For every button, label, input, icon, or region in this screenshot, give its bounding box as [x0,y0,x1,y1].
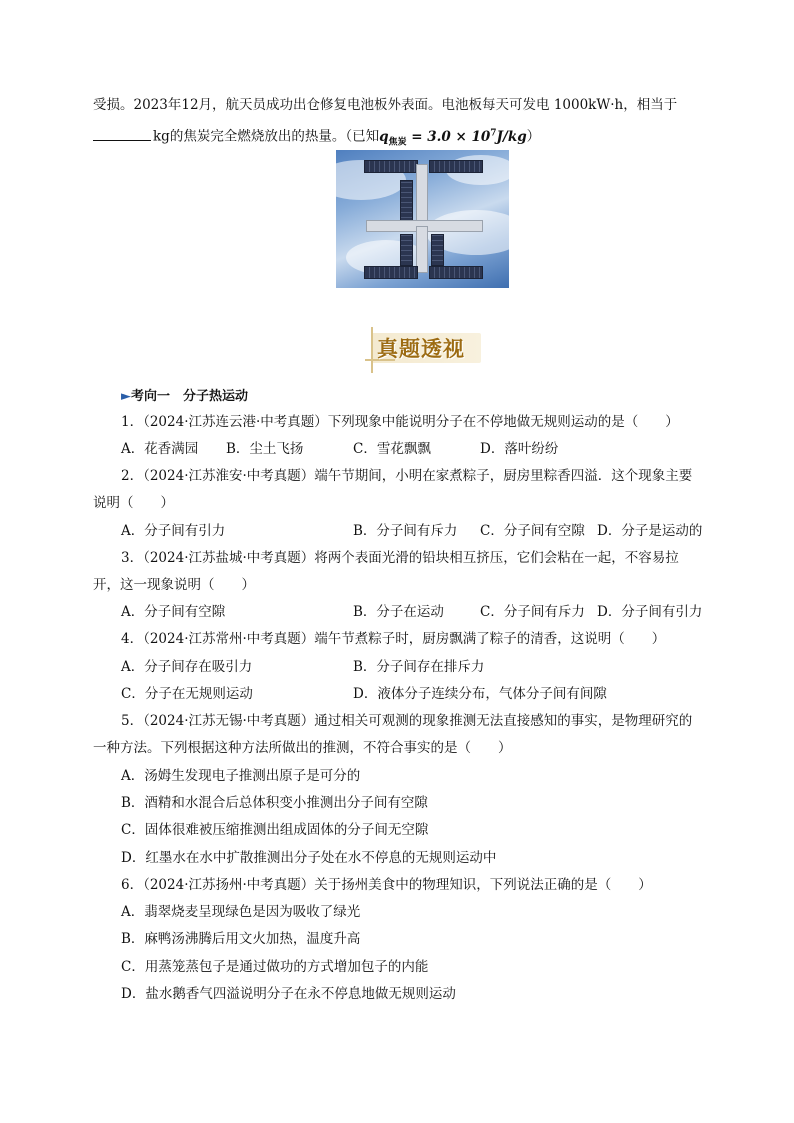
question-2-stem-cont: 说明（ ） [93,495,174,511]
intro-line-2 [93,124,540,151]
section-banner [365,327,483,369]
space-station-image [336,150,509,288]
q2-option-a[interactable]: A．分子间有引力 [121,523,226,539]
q1-option-a[interactable]: A．花香满园 [121,441,199,457]
q1-option-b[interactable]: B．尘土飞扬 [226,441,304,457]
heat-value-formula: $q_{焦炭} = 3.0 \times 10^7J/kg$ [379,128,527,148]
q5-option-d[interactable]: D．红墨水在水中扩散推测出分子处在水不停息的无规则运动中 [121,850,497,866]
q6-option-a[interactable]: A．翡翠烧麦呈现绿色是因为吸收了绿光 [121,904,361,920]
question-5-stem-cont: 一种方法。下列根据这种方法所做出的推测，不符合事实的是（ ） [93,740,512,756]
question-1-stem: 1．（2024·江苏连云港·中考真题）下列现象中能说明分子在不停地做无规则运动的是（ ） [121,414,679,430]
question-5-stem: 5．（2024·江苏无锡·中考真题）通过相关可观测的现象推测无法直接感知的事实，是物理研究的 [121,713,693,729]
q6-option-b[interactable]: B．麻鸭汤沸腾后用文火加热，温度升高 [121,931,361,947]
intro-close-paren: ） [526,128,541,145]
q4-option-c[interactable]: C．分子在无规则运动 [121,686,253,702]
banner-title: 真题透视 [377,337,465,361]
q3-option-a[interactable]: A．分子间有空隙 [121,604,226,620]
intro-line-1: 受损。2023年12月，航天员成功出仓修复电池板外表面。电池板每天可发电 1000kW·h，相当于 [93,97,678,113]
q3-option-d[interactable]: D．分子间有引力 [597,604,703,620]
q3-option-b[interactable]: B．分子在运动 [353,604,444,620]
section-heading [121,385,248,404]
q5-option-c[interactable]: C．固体很难被压缩推测出组成固体的分子间无空隙 [121,822,429,838]
triangle-marker-icon: ► [121,389,131,404]
q1-option-d[interactable]: D．落叶纷纷 [480,441,559,457]
section-title: 考向一 分子热运动 [131,389,249,404]
question-4-stem: 4．（2024·江苏常州·中考真题）端午节煮粽子时，厨房飘满了粽子的清香，这说明（ ） [121,631,666,647]
q6-option-d[interactable]: D．盐水鹅香气四溢说明分子在永不停息地做无规则运动 [121,986,456,1002]
q5-option-a[interactable]: A．汤姆生发现电子推测出原子是可分的 [121,768,361,784]
question-2-stem: 2．（2024·江苏淮安·中考真题）端午节期间，小明在家煮粽子，厨房里粽香四溢．这个现象主要 [121,468,693,484]
q2-option-d[interactable]: D．分子是运动的 [597,523,703,539]
q4-option-d[interactable]: D．液体分子连续分布，气体分子间有间隙 [353,686,607,702]
question-3-stem: 3．（2024·江苏盐城·中考真题）将两个表面光滑的铅块相互挤压，它们会粘在一起，不容易拉 [121,550,679,566]
q3-option-c[interactable]: C．分子间有斥力 [480,604,585,620]
q2-option-c[interactable]: C．分子间有空隙 [480,523,585,539]
q4-option-a[interactable]: A．分子间存在吸引力 [121,659,253,675]
question-6-stem: 6．（2024·江苏扬州·中考真题）关于扬州美食中的物理知识，下列说法正确的是（ ） [121,877,652,893]
q2-option-b[interactable]: B．分子间有斥力 [353,523,458,539]
q4-option-b[interactable]: B．分子间存在排斥力 [353,659,485,675]
q1-option-c[interactable]: C．雪花飘飘 [353,441,431,457]
q6-option-c[interactable]: C．用蒸笼蒸包子是通过做功的方式增加包子的内能 [121,959,429,975]
intro-unit-text: kg的焦炭完全燃烧放出的热量。（已知 [153,128,380,145]
q5-option-b[interactable]: B．酒精和水混合后总体积变小推测出分子间有空隙 [121,795,428,811]
answer-blank[interactable] [93,128,151,141]
question-3-stem-cont: 开，这一现象说明（ ） [93,577,255,593]
